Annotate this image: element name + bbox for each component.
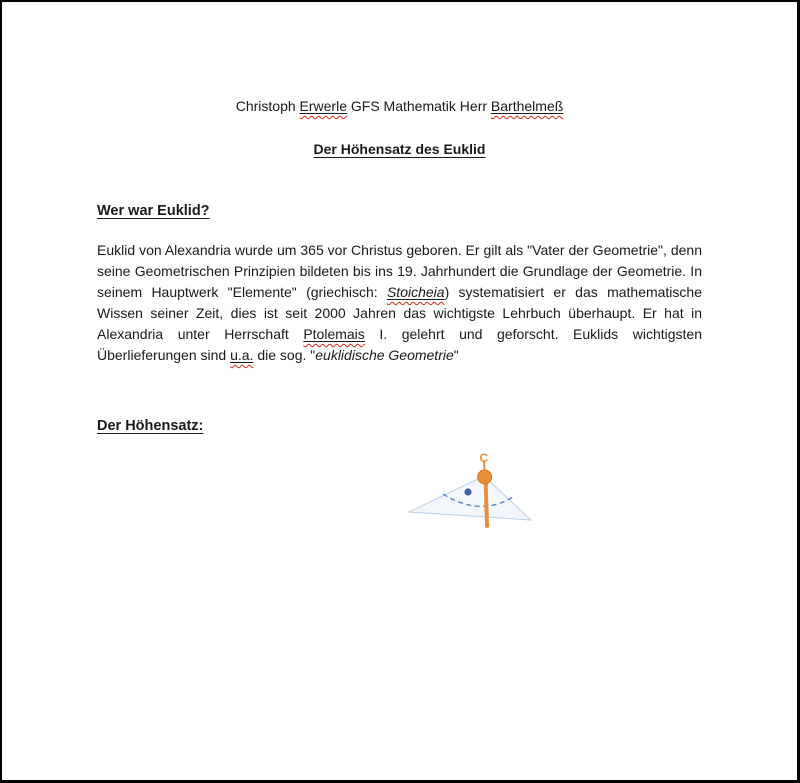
misspelled-word-stoicheia: Stoicheia — [386, 284, 445, 300]
section-heading-der-hoehensatz: Der Höhensatz: — [97, 418, 204, 434]
paragraph-segment: " — [453, 347, 459, 363]
misspelled-word-ua: u.a. — [230, 347, 254, 363]
paragraph-segment: die sog. " — [253, 347, 316, 363]
point-c-marker — [478, 470, 492, 484]
document-author-line — [97, 96, 702, 117]
paragraph-segment: Euklid von Alexandria wurde um 365 vor Christus geboren. Er gilt als "Vater der Geometrie", denn seine Geometrischen Prinzipien bildeten bis ins 19. Jahrhundert die Grundlage der Geometrie. In seinem Hauptwerk "Elemente" (griechisch: — [97, 242, 702, 300]
point-c-label: C — [479, 451, 489, 465]
author-line-segment: GFS Mathematik Herr — [347, 98, 491, 114]
paragraph-segment: I. gelehrt und geforscht. Euklids wichtigsten Überlieferungen sind — [97, 326, 702, 363]
misspelled-word-ptolemais: Ptolemais — [303, 326, 365, 342]
document-content — [2, 2, 797, 528]
triangle-height-illustration — [407, 450, 539, 528]
triangle-shape — [409, 476, 531, 520]
paragraph-euklid-biography — [97, 240, 702, 366]
misspelled-word-barthelmess: Barthelmeß — [490, 98, 564, 114]
italic-term-euklidische-geometrie: euklidische Geometrie — [315, 347, 454, 363]
triangle-height-figure — [407, 450, 539, 528]
blue-dot — [464, 488, 471, 495]
document-title: Der Höhensatz des Euklid — [313, 141, 486, 157]
section-heading-wer-war-euklid: Wer war Euklid? — [97, 203, 210, 219]
paragraph-segment: ) systematisiert er das mathematische Wissen seiner Zeit, dies ist seit 2000 Jahren das wichtigste Lehrbuch überhaupt. Er hat in Alexandria unter Herrschaft — [97, 284, 702, 342]
misspelled-word-erwerle: Erwerle — [299, 98, 347, 114]
author-line-segment: Christoph — [235, 98, 300, 114]
